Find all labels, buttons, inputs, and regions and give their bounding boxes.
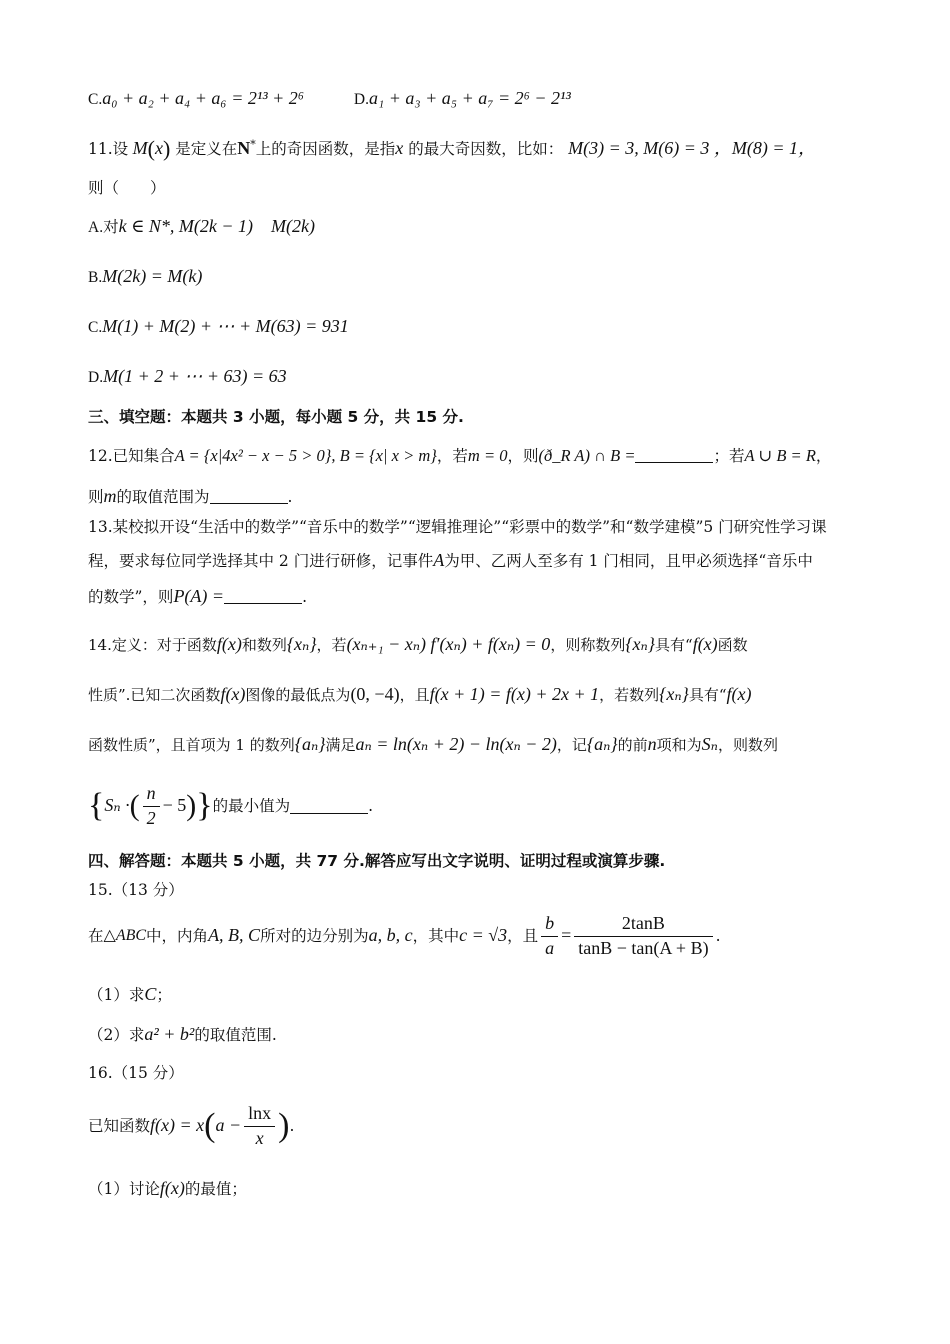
q12-line2-b: 的取值范围为	[116, 488, 210, 506]
q14-recurrence: f(x + 1) = f(x) + 2x + 1	[429, 684, 600, 704]
q12-line2-c: .	[287, 488, 293, 506]
q11-option-a-expr: k ∈ N*, M(2k − 1) M(2k)	[118, 216, 315, 236]
q13-blank[interactable]	[224, 589, 302, 604]
q14-l2-f2: f(x)	[726, 684, 752, 704]
q14-l1-g: 函数	[717, 636, 748, 654]
q15-frac-tan	[574, 913, 712, 959]
q13-line3-b: .	[302, 588, 307, 606]
q12-text-3: ，则	[507, 447, 539, 465]
q14-l2-a: 性质”.已知二次函数	[88, 686, 221, 704]
q11-stem-text-c: 上的奇因函数，是指	[255, 140, 396, 158]
q16-left-paren: (	[204, 1106, 216, 1144]
q11-stem: 11.设 M(x) 是定义在N*上的奇因函数，是指x 的最大奇因数，比如： M(3) = 3, M(6) = 3 ，M(8) = 1，	[88, 136, 817, 161]
q15-frac1-num: b	[541, 913, 558, 937]
q12-text-2: ，若	[436, 447, 468, 465]
q14-min-point: (0, −4)	[350, 684, 400, 704]
q12-expr-union: A ∪ B = R	[744, 446, 816, 465]
q15-part1	[88, 984, 172, 1006]
q10-option-c-label: C.	[88, 91, 103, 108]
q11-option-d-expr: M(1 + 2 + ⋯ + 63) = 63	[103, 366, 287, 386]
q13-line3	[88, 586, 307, 608]
q14-right-brace: }	[196, 786, 213, 824]
q15-angles: A, B, C	[208, 925, 261, 946]
q13-line3-a: 的数学”，则	[88, 588, 174, 606]
q14-seq-a-2: {aₙ}	[586, 734, 618, 754]
q15-equals: =	[561, 925, 572, 946]
q14-l2-d: ，若数列	[599, 686, 660, 704]
q14-l1-c: ，若	[316, 636, 347, 654]
q14-l4-b: .	[368, 796, 374, 815]
q15-frac2-den: tanB − tan(A + B)	[578, 937, 709, 958]
section-3-heading: 三、填空题：本题共 3 小题，每小题 5 分，共 15 分.	[88, 408, 464, 426]
q12-line1	[88, 446, 831, 466]
q10-option-d-label: D.	[353, 91, 369, 108]
q13-line2-b: 为甲、乙两人至多有 1 门相同，且甲必须选择“音乐中	[444, 552, 813, 570]
q12-expr-complement: (ð_R A) ∩ B =	[538, 446, 636, 465]
q12-blank-1[interactable]	[635, 448, 713, 463]
q14-left-paren: (	[129, 789, 140, 822]
q11-option-c-expr: M(1) + M(2) + ⋯ + M(63) = 931	[102, 316, 349, 336]
q14-line3	[88, 734, 778, 756]
q14-l3-e: 项和为	[656, 736, 702, 754]
q16-frac-num: lnx	[244, 1103, 275, 1127]
q14-l2-e: 具有“	[688, 686, 727, 704]
q14-f-2: f(x)	[692, 634, 718, 654]
q16-right-paren: )	[278, 1106, 290, 1144]
q14-seq-a: {aₙ}	[294, 734, 326, 754]
q15-frac1-den: a	[545, 937, 555, 958]
q13-event-a: A	[433, 550, 445, 570]
q14-l3-c: ，记	[556, 736, 587, 754]
q16-title: 16.（15 分）	[88, 1064, 184, 1082]
q15-l1-b: 中，内角	[146, 926, 209, 945]
q14-n: n	[647, 734, 657, 754]
q16-part1	[88, 1178, 247, 1200]
q15-frac2-num: 2tanB	[574, 913, 712, 937]
q15-p2-b: 的取值范围.	[194, 1026, 277, 1044]
q14-frac-num: n	[143, 783, 160, 807]
q14-l3-a: 函数性质”，且首项为 1 的数列	[88, 736, 295, 754]
q13-line2-a: 程，要求每位同学选择其中 2 门进行研修，记事件	[88, 552, 434, 570]
q11-option-c-label: C.	[88, 319, 103, 336]
q15-var-c: C	[144, 984, 157, 1004]
q15-title: 15.（13 分）	[88, 881, 184, 899]
q11-option-a	[88, 216, 315, 238]
q15-p2-a: （2）求	[88, 1026, 145, 1044]
q14-seq-x-2: {xₙ}	[625, 634, 656, 654]
q14-f: f(x)	[216, 634, 242, 654]
section-4-heading: 四、解答题：本题共 5 小题，共 77 分.解答应写出文字说明、证明过程或演算步骤.	[88, 852, 666, 870]
q15-l1-e: ，且	[507, 926, 539, 945]
q14-l1-a: 14.定义：对于函数	[88, 636, 217, 654]
q16-frac-lnx-x	[244, 1103, 275, 1149]
q11-option-d	[88, 366, 287, 388]
q15-p1-b: ；	[156, 986, 172, 1004]
q16-p1-a: （1）讨论	[88, 1180, 160, 1198]
q14-line1	[88, 634, 748, 656]
q11-stem-end: 则（ ）	[88, 179, 166, 197]
q14-minus-5: − 5	[162, 795, 187, 816]
q14-l3-d: 的前	[617, 736, 648, 754]
q11-option-a-label: A.对	[88, 219, 119, 236]
q12-condition: m = 0	[467, 446, 508, 465]
q16-frac-den: x	[255, 1127, 264, 1148]
q14-l2-f: f(x)	[220, 684, 246, 704]
q15-c-value: c = √3	[459, 925, 508, 946]
q14-right-paren: )	[186, 789, 197, 822]
q15-l1-end: .	[715, 926, 721, 945]
q14-l1-d: ，则称数列	[550, 636, 626, 654]
q14-l3-b: 满足	[325, 736, 356, 754]
q11-option-b	[88, 266, 202, 288]
q15-l1-d: ，其中	[412, 926, 460, 945]
q16-line1	[88, 1100, 294, 1152]
q14-l2-seq: {xₙ}	[659, 684, 689, 704]
q15-line1	[88, 914, 721, 958]
q15-p1-a: （1）求	[88, 986, 145, 1004]
q11-stem-text-a: 11.设	[88, 140, 129, 158]
q15-l1-a: 在	[88, 926, 104, 945]
q14-l2-b: 图像的最低点为	[245, 686, 351, 704]
q11-stem-text-d: 的最大奇因数，比如：	[408, 140, 564, 158]
q14-seq-x: {xₙ}	[286, 634, 317, 654]
q14-frac-n-2	[143, 783, 160, 829]
q13-line1: 13.某校拟开设“生活中的数学”“音乐中的数学”“逻辑推理论”“彩票中的数学”和“数学建模”5 门研究性学习课	[88, 518, 827, 536]
q14-left-brace: {	[88, 786, 105, 824]
q12-var-m: m	[103, 486, 117, 506]
q13-prob-expr: P(A) =	[173, 586, 225, 606]
q14-sn: Sₙ	[701, 734, 718, 754]
q12-line2	[88, 486, 292, 508]
q15-sides: a, b, c	[368, 925, 413, 946]
q15-l1-c: 所对的边分别为	[260, 926, 369, 945]
q12-blank-2[interactable]	[210, 489, 288, 504]
q12-text-1: 12.已知集合	[88, 447, 175, 465]
q14-l1-b: 和数列	[241, 636, 287, 654]
q16-p1-f: f(x)	[159, 1178, 185, 1198]
q11-option-d-label: D.	[88, 369, 104, 386]
q16-p1-b: 的最值；	[184, 1180, 247, 1198]
q14-l4-s: Sₙ ·	[104, 795, 130, 816]
q13-line2	[88, 550, 813, 572]
q12-text-4: ；若	[713, 447, 745, 465]
q14-l3-f: ，则数列	[717, 736, 778, 754]
q15-sum-squares: a² + b²	[144, 1024, 195, 1044]
q11-option-b-expr: M(2k) = M(k)	[102, 266, 203, 286]
q11-examples: M(3) = 3, M(6) = 3 ，M(8) = 1，	[568, 138, 817, 158]
q14-blank[interactable]	[290, 799, 368, 814]
q10-options-row	[88, 88, 571, 110]
q10-option-c-expr: a₀ + a₂ + a₄ + a₆ = 2¹³ + 2⁶	[102, 88, 305, 108]
q10-option-d-expr: a₁ + a₃ + a₅ + a₇ = 2⁶ − 2¹³	[369, 88, 571, 108]
q11-stem-text-b: 是定义在	[175, 140, 238, 158]
q15-frac-b-a	[541, 913, 558, 959]
q15-triangle: △ABC	[103, 927, 147, 945]
q12-sets: A = {x|4x² − x − 5 > 0}, B = {x| x > m}	[174, 446, 437, 465]
q16-a-minus: a −	[215, 1115, 242, 1136]
q16-f-def: f(x) = x	[150, 1115, 205, 1136]
q14-def-expr: (xₙ₊₁ − xₙ) f′(xₙ) + f(xₙ) = 0	[346, 634, 551, 654]
q16-l1-end: .	[289, 1116, 295, 1135]
q14-line4	[88, 778, 373, 834]
q14-frac-den: 2	[146, 807, 156, 828]
q14-l1-e: 具有“	[655, 636, 693, 654]
q11-option-c	[88, 316, 349, 338]
q15-part2	[88, 1024, 277, 1046]
q14-a-expr: aₙ = ln(xₙ + 2) − ln(xₙ − 2)	[355, 734, 557, 754]
q16-l1-a: 已知函数	[88, 1116, 151, 1135]
q14-line2	[88, 684, 752, 706]
q12-text-5: ，	[815, 447, 832, 465]
q12-line2-a: 则	[88, 488, 104, 506]
q14-l2-c: ，且	[399, 686, 430, 704]
q11-option-b-label: B.	[88, 269, 103, 286]
q14-l4-a: 的最小值为	[212, 796, 291, 815]
